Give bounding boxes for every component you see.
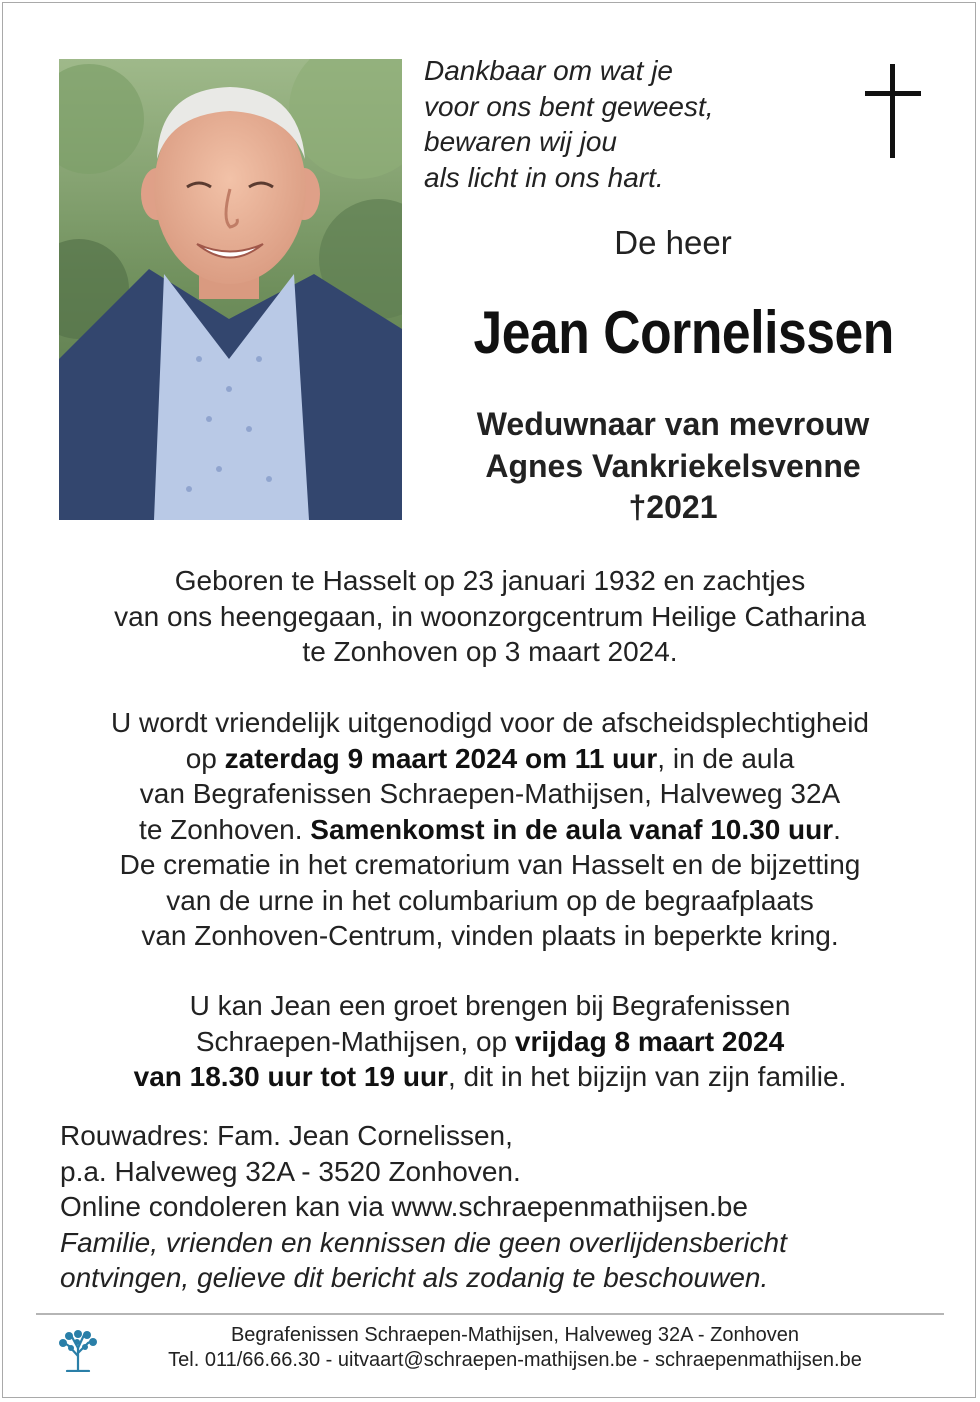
visit-line [40, 1024, 940, 1060]
ceremony-line: van Begrafenissen Schraepen-Mathijsen, Halveweg 32A [139, 778, 841, 809]
poem-line: als licht in ons hart. [424, 161, 664, 193]
visit-time: van 18.30 uur tot 19 uur [133, 1061, 448, 1092]
widower-info [430, 404, 916, 529]
deceased-name: Jean Cornelissen [473, 299, 894, 366]
ceremony-paragraph [40, 705, 940, 954]
birth-death-paragraph [40, 563, 940, 670]
poem-line: bewaren wij jou [424, 126, 617, 157]
widower-line: Agnes Vankriekelsvenne [485, 447, 861, 484]
footer-divider [36, 1313, 944, 1315]
notice-line: ontvingen, gelieve dit bericht als zodanig te beschouwen. [60, 1262, 769, 1293]
ceremony-line: van Zonhoven-Centrum, vinden plaats in beperkte kring. [141, 920, 839, 951]
address-line: p.a. Halveweg 32A - 3520 Zonhoven. [60, 1155, 521, 1187]
visit-date: vrijdag 8 maart 2024 [514, 1025, 785, 1057]
birth-death-line: van ons heengegaan, in woonzorgcentrum Heilige Catharina [114, 600, 866, 632]
visit-text: , dit in het bijzijn van zijn familie. [447, 1061, 847, 1092]
ceremony-text: . [833, 813, 841, 845]
ceremony-text: te Zonhoven. [139, 813, 311, 845]
visit-line [40, 1059, 940, 1095]
ceremony-line [40, 812, 940, 848]
tree-logo-icon [57, 1326, 99, 1372]
widower-line: Weduwnaar van mevrouw [476, 406, 870, 442]
birth-death-line: te Zonhoven op 3 maart 2024. [302, 636, 678, 667]
memorial-poem [424, 53, 824, 195]
widower-line: †2021 [628, 489, 718, 525]
portrait-photo [59, 59, 402, 520]
ceremony-text: , in de aula [657, 742, 795, 774]
honorific: De heer [614, 224, 732, 261]
birth-death-line: Geboren te Hasselt op 23 januari 1932 en zachtjes [174, 565, 806, 596]
online-condolence-line: Online condoleren kan via www.schraepenmathijsen.be [60, 1191, 748, 1222]
visit-text: Schraepen-Mathijsen, op [195, 1025, 515, 1057]
ceremony-line: De crematie in het crematorium van Hasselt en de bijzetting [119, 849, 861, 880]
visit-paragraph [40, 988, 940, 1095]
condolence-address [60, 1118, 940, 1296]
footer-contact: Tel. 011/66.66.30 - uitvaart@schraepen-mathijsen.be - schraepenmathijsen.be [168, 1349, 862, 1371]
gathering-time: Samenkomst in de aula vanaf 10.30 uur [310, 813, 834, 845]
funeral-home-footer [100, 1323, 930, 1373]
cross-icon [865, 64, 921, 158]
poem-line: Dankbaar om wat je [424, 55, 674, 86]
poem-line: voor ons bent geweest, [424, 90, 714, 122]
address-line: Rouwadres: Fam. Jean Cornelissen, [60, 1120, 513, 1151]
ceremony-line [40, 741, 940, 777]
ceremony-text: op [185, 742, 225, 774]
visit-line: U kan Jean een groet brengen bij Begrafenissen [189, 990, 791, 1021]
ceremony-line: van de urne in het columbarium op de begraafplaats [166, 884, 814, 916]
ceremony-line: U wordt vriendelijk uitgenodigd voor de afscheidsplechtigheid [110, 707, 869, 738]
notice-line: Familie, vrienden en kennissen die geen overlijdensbericht [60, 1226, 787, 1258]
ceremony-date: zaterdag 9 maart 2024 om 11 uur [224, 742, 658, 774]
footer-address: Begrafenissen Schraepen-Mathijsen, Halveweg 32A - Zonhoven [230, 1324, 800, 1346]
